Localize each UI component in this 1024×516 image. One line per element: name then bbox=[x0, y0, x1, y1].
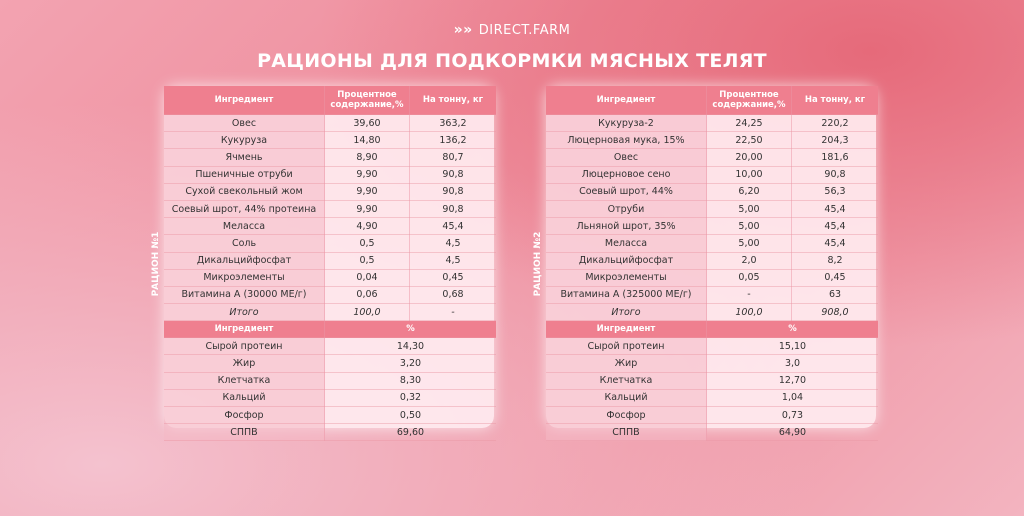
ingredient-per-ton: 204,3 bbox=[792, 132, 879, 149]
nutrient-value: 3,0 bbox=[707, 355, 879, 372]
col-percent: Процентное содержание,% bbox=[707, 86, 792, 115]
ingredient-per-ton: 8,2 bbox=[792, 252, 879, 269]
ingredient-percent: 9,90 bbox=[325, 183, 410, 200]
ingredient-percent: 0,04 bbox=[325, 269, 410, 286]
nutrient-value: 1,04 bbox=[707, 389, 879, 406]
ingredient-per-ton: 56,3 bbox=[792, 183, 879, 200]
table-row bbox=[164, 218, 496, 235]
nutrient-name: СППВ bbox=[164, 424, 325, 441]
table-row bbox=[164, 286, 496, 303]
ingredient-percent: 9,90 bbox=[325, 166, 410, 183]
nutrient-name: Клетчатка bbox=[546, 372, 707, 389]
total-per-ton: 908,0 bbox=[792, 304, 879, 321]
nutrient-name: Кальций bbox=[546, 389, 707, 406]
ingredient-name: Меласса bbox=[164, 218, 325, 235]
table-row bbox=[164, 166, 496, 183]
total-label: Итого bbox=[546, 304, 707, 321]
ration-2-table bbox=[546, 86, 876, 438]
ingredient-per-ton: 90,8 bbox=[410, 200, 497, 217]
nutrient-col-ingredient: Ингредиент bbox=[546, 321, 707, 338]
ingredient-percent: 6,20 bbox=[707, 183, 792, 200]
nutrient-col-percent: % bbox=[707, 321, 879, 338]
table-row bbox=[546, 407, 878, 424]
ingredient-percent: 0,5 bbox=[325, 252, 410, 269]
ingredient-per-ton: 90,8 bbox=[410, 166, 497, 183]
ingredient-percent: 5,00 bbox=[707, 200, 792, 217]
table-row bbox=[546, 424, 878, 441]
total-per-ton: - bbox=[410, 304, 497, 321]
ingredient-percent: 5,00 bbox=[707, 218, 792, 235]
ingredient-name: Кукуруза-2 bbox=[546, 115, 707, 132]
ingredient-per-ton: 80,7 bbox=[410, 149, 497, 166]
ingredient-name: Дикальцийфосфат bbox=[164, 252, 325, 269]
table-row bbox=[164, 269, 496, 286]
ingredient-percent: 4,90 bbox=[325, 218, 410, 235]
ingredient-percent: 22,50 bbox=[707, 132, 792, 149]
ingredient-name: Меласса bbox=[546, 235, 707, 252]
ingredient-name: Ячмень bbox=[164, 149, 325, 166]
nutrient-col-ingredient: Ингредиент bbox=[164, 321, 325, 338]
table-row bbox=[546, 269, 878, 286]
ingredient-name: Люцерновое сено bbox=[546, 166, 707, 183]
brand-name: DIRECT.FARM bbox=[478, 22, 571, 38]
brand-logo bbox=[0, 22, 1024, 38]
total-row bbox=[164, 304, 496, 321]
table-row bbox=[546, 252, 878, 269]
table-row bbox=[164, 115, 496, 132]
nutrient-name: СППВ bbox=[546, 424, 707, 441]
table-row bbox=[546, 218, 878, 235]
ingredient-per-ton: 136,2 bbox=[410, 132, 497, 149]
table-row bbox=[546, 132, 878, 149]
ingredient-name: Микроэлементы bbox=[546, 269, 707, 286]
ingredient-name: Овес bbox=[164, 115, 325, 132]
ingredient-per-ton: 45,4 bbox=[792, 235, 879, 252]
nutrient-name: Жир bbox=[546, 355, 707, 372]
total-percent: 100,0 bbox=[325, 304, 410, 321]
table-row bbox=[546, 286, 878, 303]
ingredient-per-ton: 220,2 bbox=[792, 115, 879, 132]
ingredient-per-ton: 363,2 bbox=[410, 115, 497, 132]
ingredient-per-ton: 0,45 bbox=[410, 269, 497, 286]
nutrient-name: Фосфор bbox=[546, 407, 707, 424]
ingredient-name: Овес bbox=[546, 149, 707, 166]
ingredient-per-ton: 63 bbox=[792, 286, 879, 303]
nutrient-header-row bbox=[546, 321, 878, 338]
col-per-ton: На тонну, кг bbox=[410, 86, 497, 115]
ingredient-name: Люцерновая мука, 15% bbox=[546, 132, 707, 149]
table-row bbox=[546, 355, 878, 372]
ingredient-per-ton: 4,5 bbox=[410, 252, 497, 269]
nutrient-value: 69,60 bbox=[325, 424, 497, 441]
nutrient-rows bbox=[164, 338, 496, 441]
table-row bbox=[164, 200, 496, 217]
nutrient-rows bbox=[546, 338, 878, 441]
ingredient-rows bbox=[164, 115, 496, 304]
table-row bbox=[164, 424, 496, 441]
ingredient-percent: - bbox=[707, 286, 792, 303]
ingredient-percent: 8,90 bbox=[325, 149, 410, 166]
ingredient-percent: 39,60 bbox=[325, 115, 410, 132]
total-label: Итого bbox=[164, 304, 325, 321]
table-row bbox=[546, 389, 878, 406]
nutrient-value: 14,30 bbox=[325, 338, 497, 355]
table-row bbox=[164, 338, 496, 355]
table-row bbox=[164, 149, 496, 166]
table-row bbox=[164, 355, 496, 372]
ingredient-percent: 2,0 bbox=[707, 252, 792, 269]
table-row bbox=[164, 252, 496, 269]
ration-1-label: РАЦИОН №1 bbox=[151, 231, 161, 297]
table-row bbox=[546, 372, 878, 389]
nutrient-name: Сырой протеин bbox=[164, 338, 325, 355]
col-per-ton: На тонну, кг bbox=[792, 86, 879, 115]
total-percent: 100,0 bbox=[707, 304, 792, 321]
ingredient-per-ton: 90,8 bbox=[410, 183, 497, 200]
nutrient-name: Жир bbox=[164, 355, 325, 372]
ingredient-per-ton: 4,5 bbox=[410, 235, 497, 252]
nutrient-value: 0,50 bbox=[325, 407, 497, 424]
nutrient-value: 12,70 bbox=[707, 372, 879, 389]
ingredient-rows bbox=[546, 115, 878, 304]
table-row bbox=[546, 166, 878, 183]
ingredient-per-ton: 45,4 bbox=[792, 200, 879, 217]
ingredient-percent: 5,00 bbox=[707, 235, 792, 252]
table-row bbox=[546, 338, 878, 355]
table-row bbox=[546, 115, 878, 132]
ingredient-percent: 10,00 bbox=[707, 166, 792, 183]
nutrient-name: Сырой протеин bbox=[546, 338, 707, 355]
ingredient-percent: 0,06 bbox=[325, 286, 410, 303]
table-row bbox=[546, 235, 878, 252]
ingredient-name: Соевый шрот, 44% bbox=[546, 183, 707, 200]
col-ingredient: Ингредиент bbox=[164, 86, 325, 115]
ingredient-name: Дикальцийфосфат bbox=[546, 252, 707, 269]
nutrient-name: Фосфор bbox=[164, 407, 325, 424]
ingredient-percent: 24,25 bbox=[707, 115, 792, 132]
ingredient-percent: 0,05 bbox=[707, 269, 792, 286]
table-row bbox=[164, 389, 496, 406]
ingredient-name: Витамина А (30000 МЕ/г) bbox=[164, 286, 325, 303]
ingredient-name: Кукуруза bbox=[164, 132, 325, 149]
ingredient-per-ton: 45,4 bbox=[410, 218, 497, 235]
nutrient-name: Кальций bbox=[164, 389, 325, 406]
table-row bbox=[546, 183, 878, 200]
ingredient-name: Соль bbox=[164, 235, 325, 252]
logo-chevrons-icon: »» bbox=[453, 22, 473, 38]
table-row bbox=[546, 149, 878, 166]
ingredient-name: Льняной шрот, 35% bbox=[546, 218, 707, 235]
table-row bbox=[164, 235, 496, 252]
ingredient-per-ton: 0,68 bbox=[410, 286, 497, 303]
ingredient-per-ton: 90,8 bbox=[792, 166, 879, 183]
nutrient-name: Клетчатка bbox=[164, 372, 325, 389]
ingredient-name: Сухой свекольный жом bbox=[164, 183, 325, 200]
ingredient-percent: 9,90 bbox=[325, 200, 410, 217]
ingredient-name: Пшеничные отруби bbox=[164, 166, 325, 183]
ingredient-name: Отруби bbox=[546, 200, 707, 217]
nutrient-value: 3,20 bbox=[325, 355, 497, 372]
nutrient-value: 8,30 bbox=[325, 372, 497, 389]
ingredient-name: Витамина А (325000 МЕ/г) bbox=[546, 286, 707, 303]
ingredient-name: Микроэлементы bbox=[164, 269, 325, 286]
table-row bbox=[164, 407, 496, 424]
table-row bbox=[546, 200, 878, 217]
ingredient-per-ton: 0,45 bbox=[792, 269, 879, 286]
ingredient-percent: 0,5 bbox=[325, 235, 410, 252]
nutrient-value: 64,90 bbox=[707, 424, 879, 441]
nutrient-value: 0,73 bbox=[707, 407, 879, 424]
table-row bbox=[164, 132, 496, 149]
ingredient-per-ton: 181,6 bbox=[792, 149, 879, 166]
total-row bbox=[546, 304, 878, 321]
ration-1-table bbox=[164, 86, 494, 438]
page-title: РАЦИОНЫ ДЛЯ ПОДКОРМКИ МЯСНЫХ ТЕЛЯТ bbox=[257, 50, 767, 72]
table-row bbox=[164, 183, 496, 200]
ingredient-name: Соевый шрот, 44% протеина bbox=[164, 200, 325, 217]
ingredient-per-ton: 45,4 bbox=[792, 218, 879, 235]
ingredient-percent: 20,00 bbox=[707, 149, 792, 166]
ration-2-label: РАЦИОН №2 bbox=[533, 231, 543, 297]
col-ingredient: Ингредиент bbox=[546, 86, 707, 115]
col-percent: Процентное содержание,% bbox=[325, 86, 410, 115]
nutrient-value: 0,32 bbox=[325, 389, 497, 406]
ingredient-percent: 14,80 bbox=[325, 132, 410, 149]
nutrient-header-row bbox=[164, 321, 496, 338]
nutrient-col-percent: % bbox=[325, 321, 497, 338]
nutrient-value: 15,10 bbox=[707, 338, 879, 355]
table-row bbox=[164, 372, 496, 389]
